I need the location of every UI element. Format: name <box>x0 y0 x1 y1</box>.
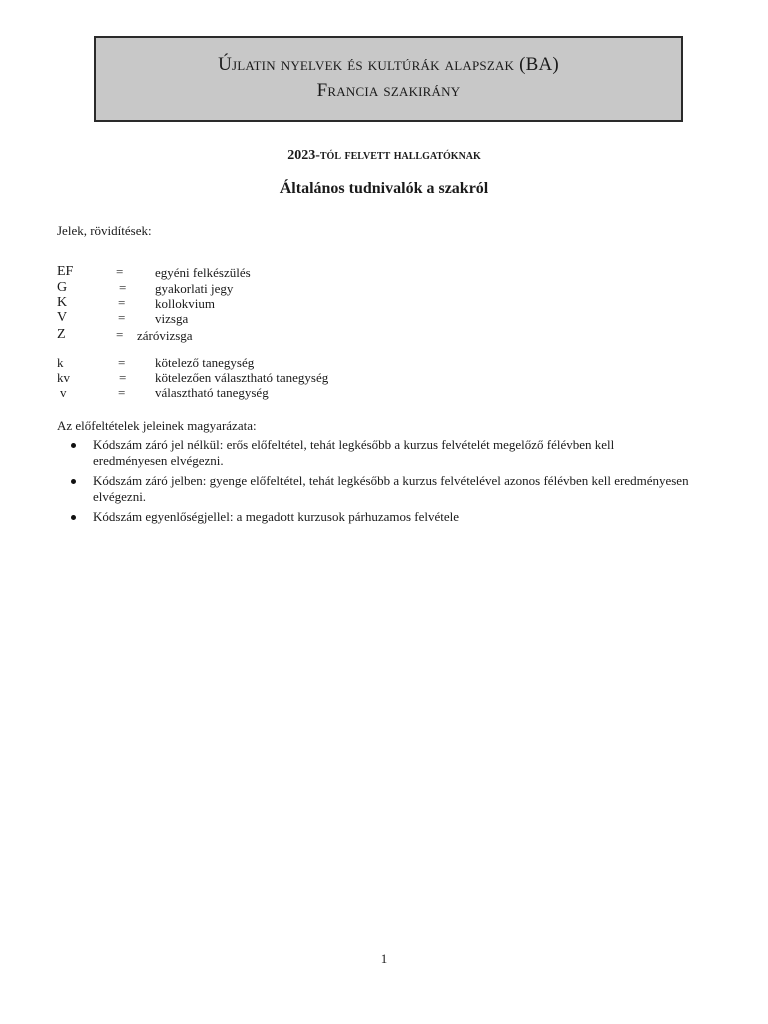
audience-heading: 2023-tól felvett hallgatóknak <box>287 148 481 163</box>
abbr-code: K <box>57 295 68 310</box>
list-item <box>71 473 691 505</box>
abbr-code: Z <box>57 327 66 342</box>
specialization-title: Francia szakirány <box>316 80 461 101</box>
prerequisite-text: Kódszám egyenlőségjellel: a megadott kurzusok párhuzamos felvétele <box>93 509 460 524</box>
abbr-equals: = <box>118 310 126 325</box>
title-box <box>94 36 683 122</box>
prerequisite-list <box>71 437 691 529</box>
course-type-meaning: kötelezően választható tanegység <box>155 370 329 385</box>
abbr-equals: = <box>118 295 126 310</box>
abbr-code: V <box>57 310 68 325</box>
abbr-meaning: záróvizsga <box>137 328 193 343</box>
page-number: 1 <box>380 951 388 966</box>
bullet-icon <box>71 515 76 520</box>
abbr-equals: = <box>116 327 124 342</box>
prerequisite-text: Kódszám záró jel nélkül: erős előfeltétel, tehát legkésőbb a kurzus felvételét megelőző félévben kell eredményesen elvégezni. <box>93 437 615 468</box>
course-type-code: k <box>57 355 64 370</box>
course-type-equals: = <box>118 385 126 400</box>
course-type-code: kv <box>57 370 70 385</box>
program-title: Újlatin nyelvek és kultúrák alapszak (BA) <box>218 54 559 75</box>
course-type-equals: = <box>118 355 126 370</box>
abbr-meaning: egyéni felkészülés <box>155 265 251 280</box>
abbr-meaning: gyakorlati jegy <box>155 281 234 296</box>
abbr-code: G <box>57 280 68 295</box>
list-item <box>71 509 691 525</box>
course-type-code: v <box>60 385 67 400</box>
prerequisite-label: Az előfeltételek jeleinek magyarázata: <box>57 418 257 433</box>
abbr-equals: = <box>119 280 127 295</box>
list-item <box>71 437 691 469</box>
section-heading: Általános tudnivalók a szakról <box>279 180 489 197</box>
abbr-equals: = <box>116 264 124 279</box>
abbr-meaning: kollokvium <box>155 296 215 311</box>
abbreviations-label: Jelek, rövidítések: <box>57 223 152 238</box>
abbr-meaning: vizsga <box>155 311 189 326</box>
abbr-code: EF <box>57 264 74 279</box>
prerequisite-text: Kódszám záró jelben: gyenge előfeltétel, tehát legkésőbb a kurzus felvételével azonos félévben kell eredményesen elvégezni. <box>93 473 689 504</box>
course-type-equals: = <box>119 370 127 385</box>
bullet-icon <box>71 443 76 448</box>
course-type-meaning: választható tanegység <box>155 385 269 400</box>
course-type-meaning: kötelező tanegység <box>155 355 255 370</box>
bullet-icon <box>71 479 76 484</box>
